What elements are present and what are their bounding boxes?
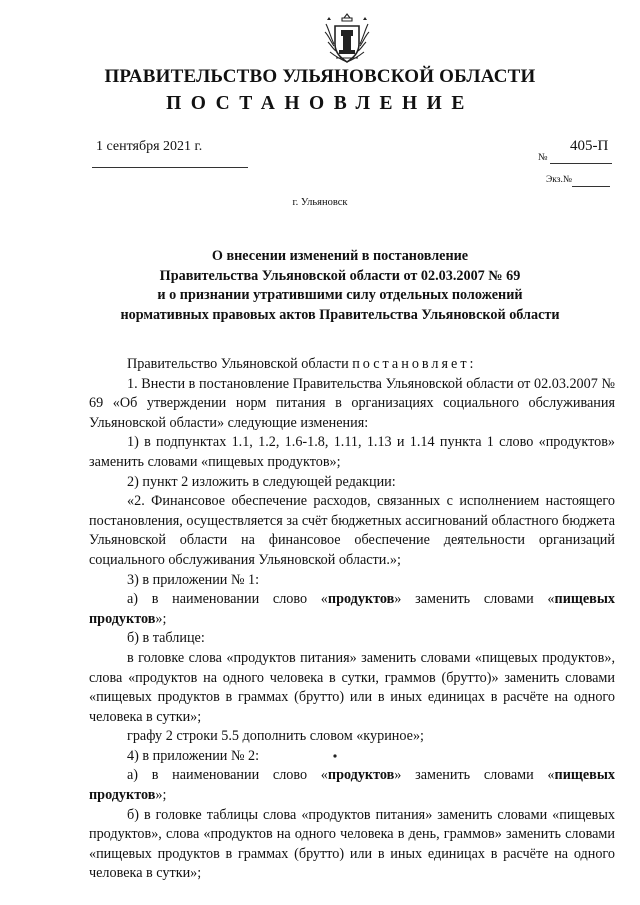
text-run: а) в наименовании слово « [127,767,328,784]
paragraph: 2) пункт 2 изложить в следующей редакции: [127,473,396,490]
text-run: » заменить словами « [394,591,555,608]
paragraph: б) в головке таблицы слова «продуктов питания» заменить словами «пищевых продуктов», слова «продуктов на одного человека в день, граммов» заменить словами «пищевых продуктов в граммах (брутто) или в иных единицах в расчёте на одного человека в сутки»; [89,806,615,882]
paragraph [89,590,615,629]
paragraph: графу 2 строки 5.5 дополнить словом «куриное»; [127,728,424,745]
text-run: а) в наименовании слово « [127,591,328,608]
paragraph: б) в таблице: [127,630,205,647]
text-run: »; [155,610,167,627]
intro-org: Правительство Ульяновской области [127,356,349,372]
number-sign: № [538,152,548,163]
intro-verb: постановляет: [352,356,477,372]
decree-heading: ПОСТАНОВЛЕНИЕ [166,93,474,114]
number-underline [550,163,612,164]
copy-number-underline [572,186,610,187]
copy-number-label: Экз.№ [546,175,572,185]
title-line: О внесении изменений в постановление [211,248,469,264]
text-run: » заменить словами « [394,767,555,784]
bold-run: пищевых продуктов [89,767,615,804]
title-line: и о признании утратившими силу отдельных положений [157,287,523,303]
decree-number: 405-П [570,138,609,154]
date-underline [92,167,248,168]
paragraph: 3) в приложении № 1: [127,571,260,588]
paragraph: 1) в подпунктах 1.1, 1.2, 1.6-1.8, 1.11, 1.13 и 1.14 пункта 1 слово «продуктов» заменить словами «пищевых продуктов»; [89,434,615,470]
document-body [89,355,615,884]
government-name: ПРАВИТЕЛЬСТВО УЛЬЯНОВСКОЙ ОБЛАСТИ [104,66,536,87]
bold-run: продуктов [327,591,395,608]
ink-mark-icon [332,753,338,759]
paragraph: в головке слова «продуктов питания» заменить словами «пищевых продуктов», слова «продуктов на одного человека в сутки, граммов (брутто)» заменить словами «пищевых продуктов в граммах (брутто) или в иных единицах в расчёте на одного человека в сутки»; [89,649,615,725]
bold-run: продуктов [327,767,395,784]
decree-date: 1 сентября 2021 г. [96,139,203,154]
paragraph [89,766,615,805]
title-line: нормативных правовых актов Правительства Ульяновской области [120,306,560,323]
paragraph: 1. Внести в постановление Правительства Ульяновской области от 02.03.2007 № 69 «Об утверждении норм питания в организациях социального обслуживания Ульяновской области» следующие изменения: [89,375,615,431]
intro-paragraph [89,355,615,375]
document-title [90,247,590,325]
bold-run: пищевых продуктов [89,591,615,627]
coat-of-arms-icon [322,12,372,66]
paragraph: 4) в приложении № 2: [127,747,260,764]
city-label: г. Ульяновск [292,197,348,208]
title-line: Правительства Ульяновской области от 02.03.2007 № 69 [159,267,521,284]
paragraph: «2. Финансовое обеспечение расходов, связанных с исполнением настоящего постановления, осуществляется за счёт бюджетных ассигнований областного бюджета Ульяновской области на финансовое обеспечение деятельности организаций социального обслуживания Ульяновской области.»; [89,493,615,568]
text-run: »; [155,787,167,804]
